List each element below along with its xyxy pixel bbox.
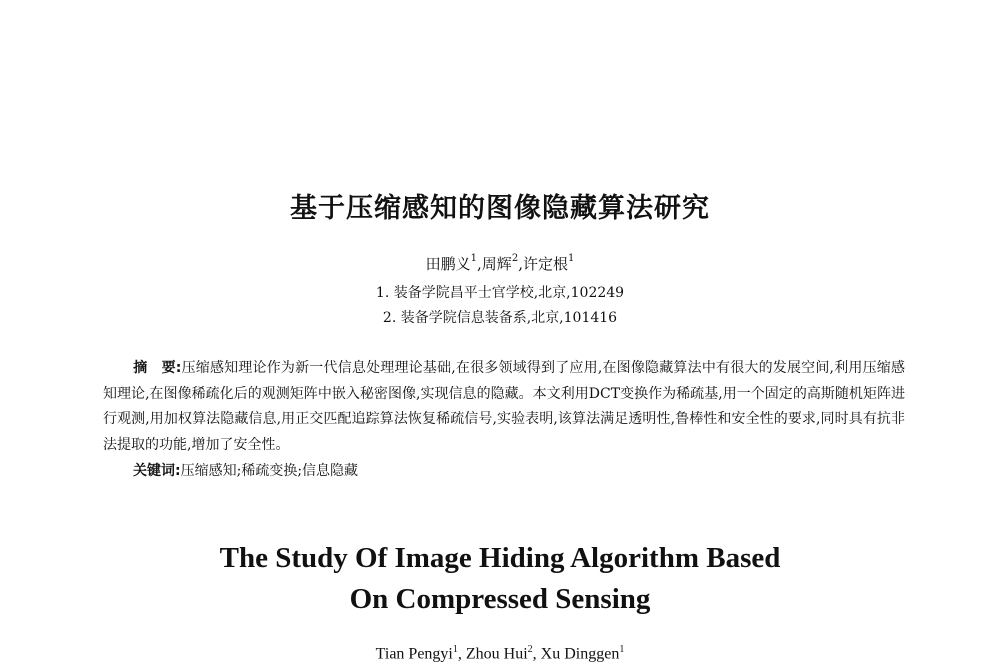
title-en-line: The Study Of Image Hiding Algorithm Based xyxy=(219,542,781,574)
keywords-cn xyxy=(133,460,358,480)
affiliation-marker: 1 xyxy=(452,644,458,655)
author-name: 周辉 xyxy=(481,255,512,273)
author-name-en: Xu Dinggen xyxy=(540,645,620,663)
author-separator: , xyxy=(477,255,482,273)
affiliation-marker: 2 xyxy=(511,253,519,264)
keywords-text: 压缩感知;稀疏变换;信息隐藏 xyxy=(180,463,359,479)
author-name: 许定根 xyxy=(522,255,568,273)
affiliation-line: 1. 装备学院昌平士官学校,北京,102249 xyxy=(375,285,625,301)
affiliation-marker: 1 xyxy=(470,253,478,264)
affiliation-marker: 2 xyxy=(527,644,533,655)
abstract-label: 摘 要: xyxy=(133,360,182,376)
abstract-text: 压缩感知理论作为新一代信息处理理论基础,在很多领域得到了应用,在图像隐藏算法中有很大的发展空间,利用压缩感知理论,在图像稀疏化后的观测矩阵中嵌入秘密图像,实现信息的隐藏。本文利用DCT变换作为稀疏基,用一个固定的高斯随机矩阵进行观测,用加权算法隐藏信息,用正交匹配追踪算法恢复稀疏信号,实验表明,该算法满足透明性,鲁棒性和安全性的要求,同时具有抗非法提取的功能,增加了安全性。 xyxy=(103,360,905,453)
affiliation-marker: 1 xyxy=(567,253,575,264)
affiliation-line: 2. 装备学院信息装备系,北京,101416 xyxy=(382,310,618,326)
paper-title-en xyxy=(0,538,1000,620)
author-list-cn xyxy=(0,253,1000,274)
affiliation-marker: 1 xyxy=(619,644,625,655)
abstract-cn xyxy=(103,356,905,458)
author-name: 田鹏义 xyxy=(425,255,471,273)
title-en-line: On Compressed Sensing xyxy=(349,583,651,615)
author-separator: , xyxy=(457,645,466,663)
author-list-en xyxy=(0,644,1000,663)
author-name-en: Zhou Hui xyxy=(465,645,528,663)
author-separator: , xyxy=(532,645,541,663)
paper-title-cn: 基于压缩感知的图像隐藏算法研究 xyxy=(290,193,710,224)
author-separator: , xyxy=(518,255,523,273)
keywords-label: 关键词: xyxy=(133,463,181,479)
author-name-en: Tian Pengyi xyxy=(375,645,453,663)
